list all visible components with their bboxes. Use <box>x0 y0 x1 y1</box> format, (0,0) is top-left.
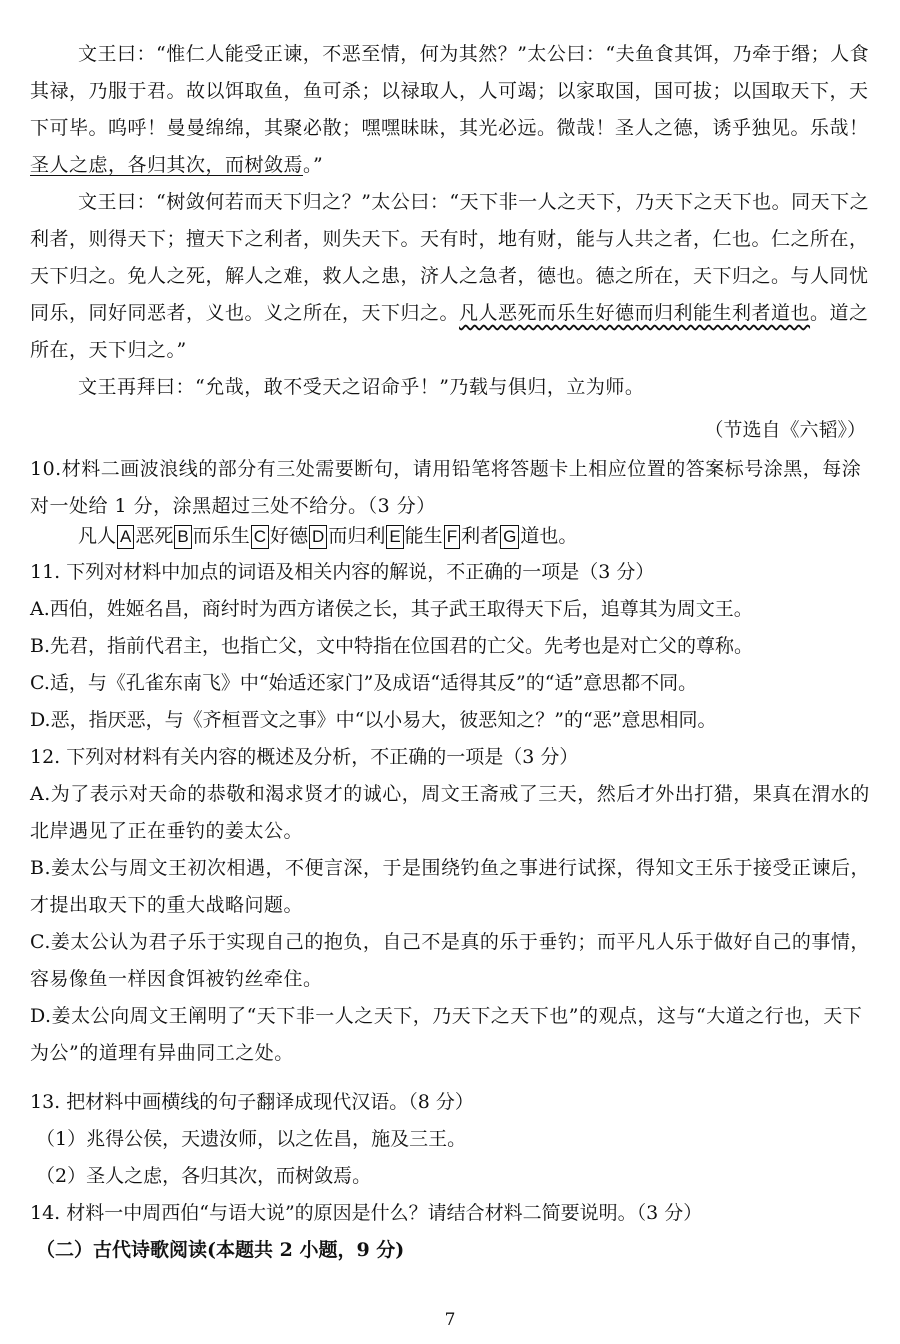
question-12-option-d: D.姜太公向周文王阐明了“天下非一人之天下，乃天下之天下也”的观点，这与“大道之行也，天下为公”的道理有异曲同工之处。 <box>30 1005 863 1064</box>
question-11-option-d: D.恶，指厌恶，与《齐桓晋文之事》中“以小易大，彼恶知之？”的“恶”意思相同。 <box>30 709 717 731</box>
segment: 而乐生 <box>192 525 250 547</box>
segment: 利者 <box>461 525 500 547</box>
question-11-stem: 11. 下列对材料中加点的词语及相关内容的解说，不正确的一项是（3 分） <box>30 561 655 583</box>
question-13-stem: 13. 把材料中画横线的句子翻译成现代汉语。（8 分） <box>30 1091 474 1113</box>
option-box-b[interactable]: B <box>174 525 191 549</box>
question-11-option-c: C.适，与《孔雀东南飞》中“始适还家门”及成语“适得其反”的“适”意思都不同。 <box>30 672 698 694</box>
question-12-stem: 12. 下列对材料有关内容的概述及分析，不正确的一项是（3 分） <box>30 746 579 768</box>
page-number: 7 <box>444 1310 456 1330</box>
passage-paragraph-3: 文王再拜曰：“允哉，敢不受天之诏命乎！”乃载与俱归，立为师。 <box>78 376 645 398</box>
passage-paragraph-1 <box>30 36 875 184</box>
question-13-item-1: （1）兆得公侯，天遗汝师，以之佐昌，施及三王。 <box>36 1128 467 1150</box>
option-box-e[interactable]: E <box>386 525 403 549</box>
question-12-option-b: B.姜太公与周文王初次相遇，不便言深，于是围绕钓鱼之事进行试探，得知文王乐于接受正谏后，才提出取天下的重大战略问题。 <box>30 857 871 916</box>
segment: 好德 <box>270 525 309 547</box>
option-box-f[interactable]: F <box>444 525 460 549</box>
segment: 道也。 <box>520 525 578 547</box>
option-box-g[interactable]: G <box>500 525 519 549</box>
question-11-option-b: B.先君，指前代君主，也指亡父，文中特指在位国君的亡父。先考也是对亡父的尊称。 <box>30 635 754 657</box>
passage-text: 。” <box>303 154 324 176</box>
question-10: 10.材料二画波浪线的部分有三处需要断句，请用铅笔将答题卡上相应位置的答案标号涂黑，每涂对一处给 1 分，涂黑超过三处不给分。（3 分） <box>30 458 862 517</box>
question-14: 14. 材料一中周西伯“与语大说”的原因是什么？请结合材料二简要说明。（3 分） <box>30 1202 703 1224</box>
wavy-underlined-sentence: 凡人恶死而乐生好德而归利能生利者道也 <box>459 302 811 324</box>
segment: 凡人 <box>78 525 117 547</box>
segment: 恶死 <box>135 525 174 547</box>
passage-paragraph-2 <box>30 184 875 369</box>
question-12-option-a: A.为了表示对天命的恭敬和渴求贤才的诚心，周文王斋戒了三天，然后才外出打猎，果真在渭水的北岸遇见了正在垂钓的姜太公。 <box>30 783 870 842</box>
segment: 而归利 <box>328 525 386 547</box>
punctuation-options <box>78 524 577 549</box>
question-12-option-c: C.姜太公认为君子乐于实现自己的抱负，自己不是真的乐于垂钓；而平凡人乐于做好自己的事情，容易像鱼一样因食饵被钓丝牵住。 <box>30 931 870 990</box>
question-13-item-2: （2）圣人之虑，各归其次，而树敛焉。 <box>36 1165 372 1187</box>
question-11-option-a: A.西伯，姓姬名昌，商纣时为西方诸侯之长，其子武王取得天下后，追尊其为周文王。 <box>30 598 753 620</box>
passage-text: 文王曰：“树敛何若而天下归之？”太公曰：“天下非一人之天下，乃天下之天下也。同天下之利者，则得天下；擅天下之利者，则失天下。天有时，地有财，能与人共之者，仁也。仁之所在，天下归之。免人之死，解人之难，救人之患，济人之急者，德也。德之所在，天下归之。与人同忧同乐，同好同恶者，义也。义之所在，天下归之。 <box>30 191 870 324</box>
passage-text: 文王曰：“惟仁人能受正谏，不恶至情，何为其然？”太公曰：“夫鱼食其饵，乃牵于缗；人食其禄，乃服于君。故以饵取鱼，鱼可杀；以禄取人，人可竭；以家取国，国可拔；以国取天下，天下可毕。呜呼！曼曼绵绵，其聚必散；嘿嘿昧昧，其光必远。微哉！圣人之德，诱乎独见。乐哉！ <box>30 43 870 139</box>
option-box-c[interactable]: C <box>251 525 269 549</box>
segment: 能生 <box>404 525 443 547</box>
passage-text: 。道之所在，天下归之。” <box>30 302 869 361</box>
option-box-d[interactable]: D <box>309 525 327 549</box>
option-box-a[interactable]: A <box>117 525 134 549</box>
underlined-sentence: 圣人之虑，各归其次，而树敛焉 <box>30 154 304 176</box>
source-citation: （节选自《六韬》） <box>704 419 866 441</box>
section-heading: （二）古代诗歌阅读(本题共 2 小题，9 分) <box>36 1239 405 1261</box>
